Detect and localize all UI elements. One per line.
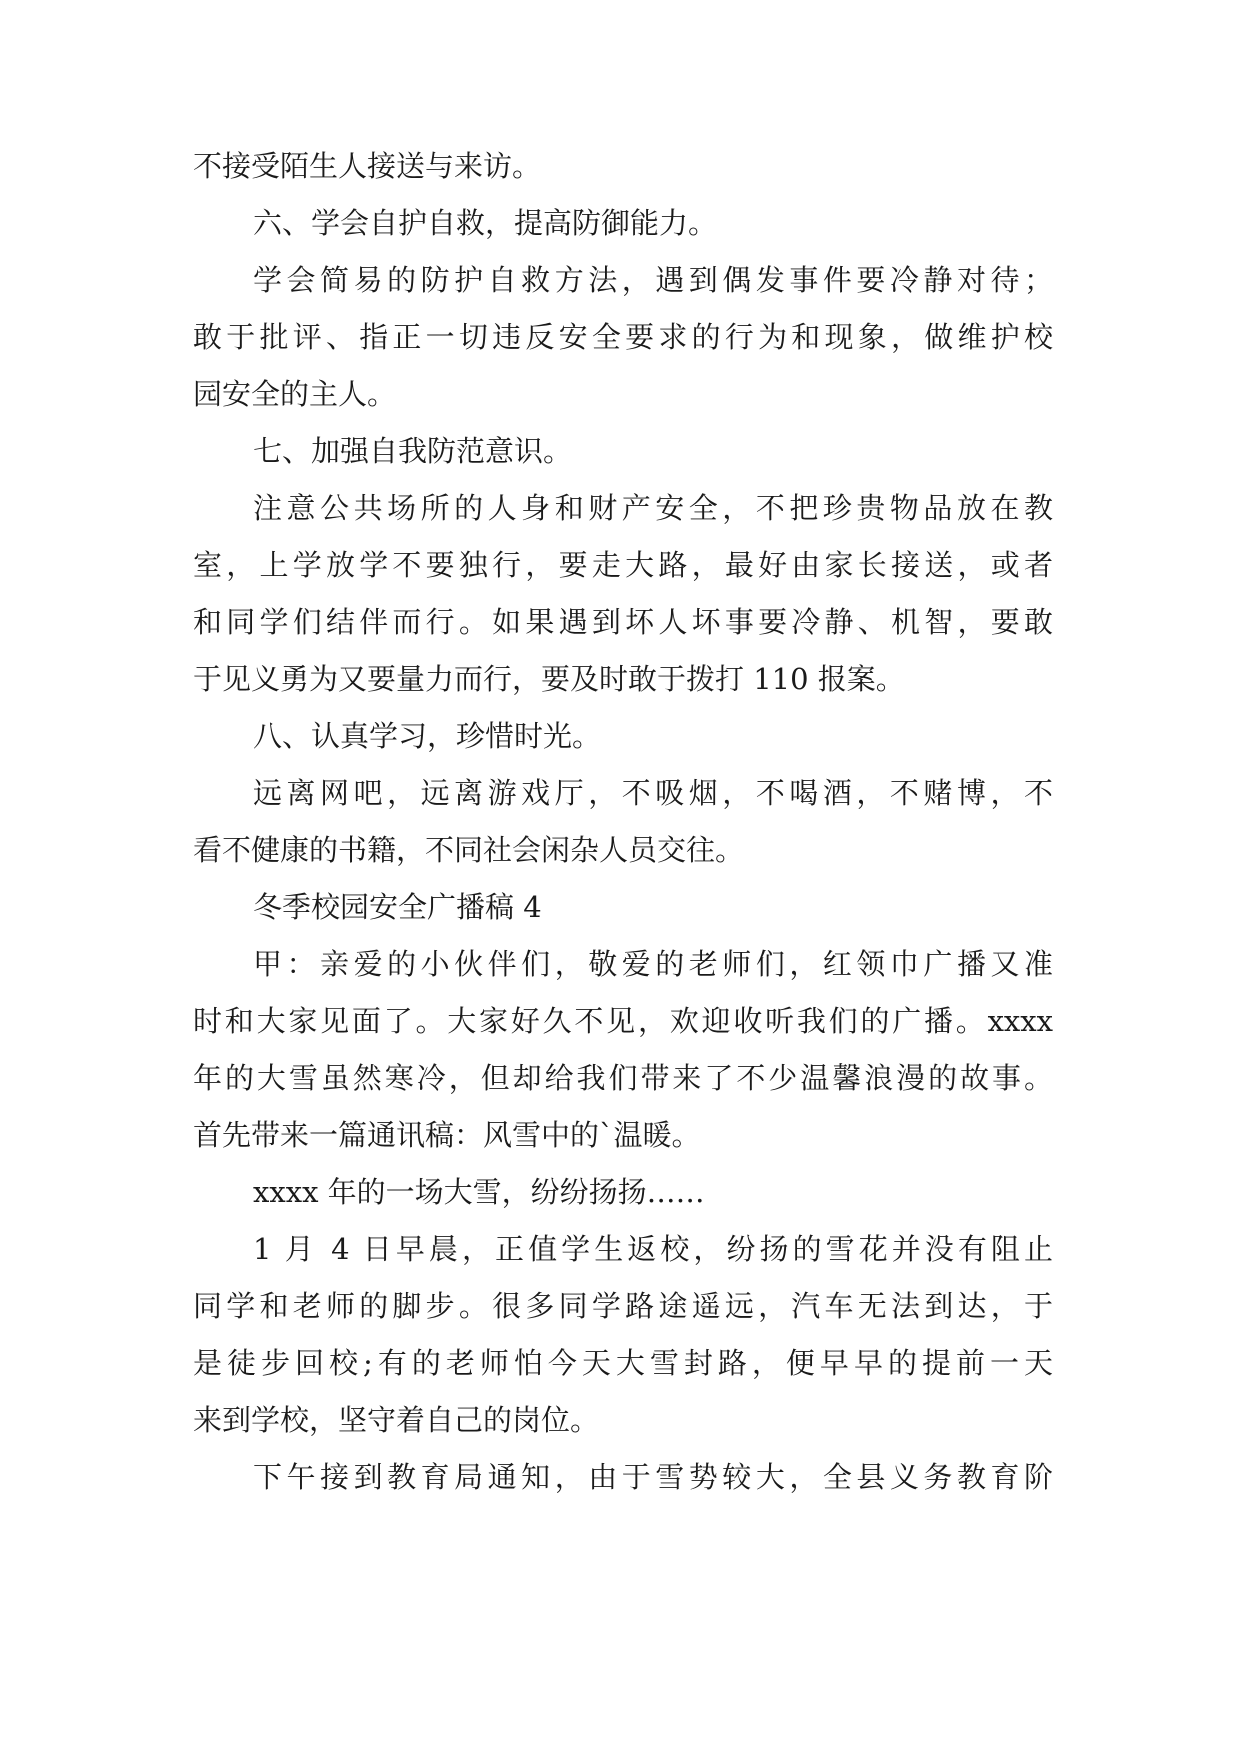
text-line: 于见义勇为又要量力而行，要及时敢于拨打 110 报案。: [193, 662, 905, 696]
text-line: 和同学们结伴而行。如果遇到坏人坏事要冷静、机智，要敢: [193, 605, 1053, 639]
text-line: 看不健康的书籍，不同社会闲杂人员交往。: [193, 833, 745, 867]
text-line: 远离网吧，远离游戏厅，不吸烟，不喝酒，不赌博，不: [253, 776, 1053, 810]
section-heading: 八、认真学习，珍惜时光。: [253, 719, 602, 753]
text-line: 时和大家见面了。大家好久不见，欢迎收听我们的广播。xxxx: [193, 1004, 1053, 1038]
text-line: 是徒步回校;有的老师怕今天大雪封路，便早早的提前一天: [193, 1346, 1053, 1380]
text-line: xxxx 年的一场大雪，纷纷扬扬……: [253, 1175, 705, 1209]
article-title: 冬季校园安全广播稿 4: [253, 890, 542, 924]
section-heading: 六、学会自护自救，提高防御能力。: [253, 206, 718, 240]
text-line: 下午接到教育局通知，由于雪势较大，全县义务教育阶: [253, 1460, 1053, 1494]
text-line: 室，上学放学不要独行，要走大路，最好由家长接送，或者: [193, 548, 1053, 582]
text-line: 敢于批评、指正一切违反安全要求的行为和现象，做维护校: [193, 320, 1053, 354]
text-line: 甲：亲爱的小伙伴们，敬爱的老师们，红领巾广播又准: [253, 947, 1053, 981]
text-line: 同学和老师的脚步。很多同学路途遥远，汽车无法到达，于: [193, 1289, 1053, 1323]
text-line: 不接受陌生人接送与来访。: [193, 149, 542, 183]
text-line: 来到学校，坚守着自己的岗位。: [193, 1403, 600, 1437]
text-line: 学会简易的防护自救方法，遇到偶发事件要冷静对待；: [253, 263, 1053, 297]
text-line: 首先带来一篇通讯稿：风雪中的`温暖。: [193, 1118, 701, 1152]
text-line: 注意公共场所的人身和财产安全，不把珍贵物品放在教: [253, 491, 1053, 525]
text-line: 园安全的主人。: [193, 377, 397, 411]
section-heading: 七、加强自我防范意识。: [253, 434, 573, 468]
text-line: 1 月 4 日早晨，正值学生返校，纷扬的雪花并没有阻止: [253, 1232, 1053, 1266]
text-line: 年的大雪虽然寒冷，但却给我们带来了不少温馨浪漫的故事。: [193, 1061, 1053, 1095]
